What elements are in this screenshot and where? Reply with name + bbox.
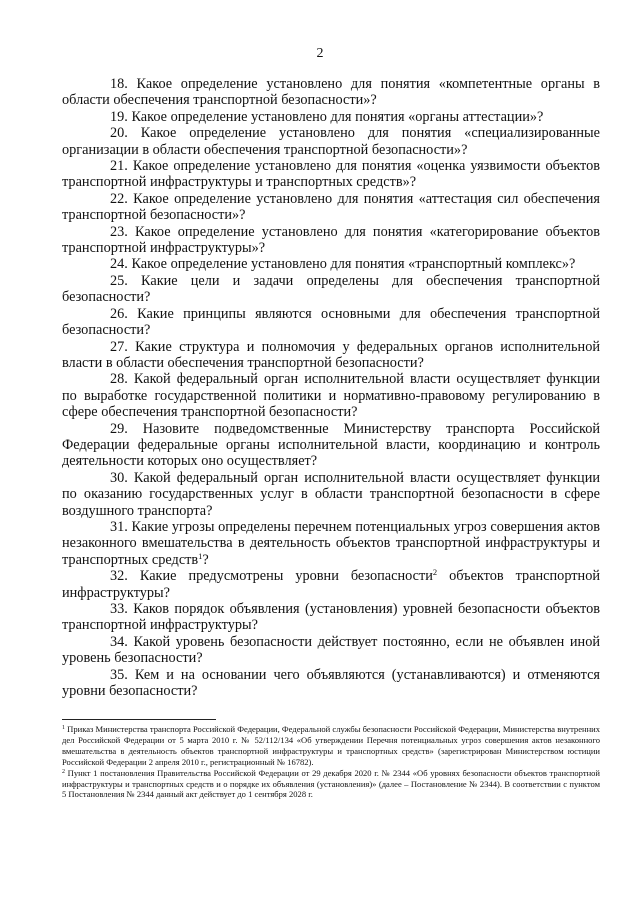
question-text: 20. Какое определение установлено для понятия «специализированные организации в области обеспечения транспортной безопасности»? bbox=[62, 125, 600, 158]
question-25 bbox=[62, 273, 600, 306]
question-text-end: объектов транспортной инфраструктуры? bbox=[62, 568, 600, 601]
question-text: 19. Какое определение установлено для понятия «органы аттестации»? bbox=[110, 108, 544, 125]
question-28 bbox=[62, 371, 600, 420]
question-29 bbox=[62, 421, 600, 470]
question-text: 26. Какие принципы являются основными для обеспечения транспортной безопасности? bbox=[62, 305, 600, 339]
question-26 bbox=[62, 306, 600, 339]
question-text: 32. Какие предусмотрены уровни безопасности bbox=[110, 568, 433, 585]
question-35 bbox=[62, 667, 600, 700]
question-32 bbox=[62, 568, 600, 601]
footnote-mark: 1 bbox=[62, 725, 65, 731]
footnote-text: Приказ Министерства транспорта Российской Федерации, Федеральной службы безопасности Российской Федерации, Министерства внутренних дел Российской Федерации от 5 марта 2010 г. № 52/112/134 «Об утверждении Перечня потенциальных угроз совершения актов незаконного вмешательства в деятельность объектов транспортной инфраструктуры и транспортных средств» (зарегистрирован Министерством юстиции Российской Федерации 2 апреля 2010 г., регистрационный № 16782). bbox=[62, 724, 600, 767]
question-22 bbox=[62, 191, 600, 224]
question-text: 18. Какое определение установлено для понятия «компетентные органы в области обеспечения транспортной безопасности»? bbox=[62, 76, 600, 109]
question-24 bbox=[62, 256, 600, 272]
footnote-reference: 2 bbox=[432, 567, 438, 578]
question-18 bbox=[62, 76, 600, 109]
question-text: 29. Назовите подведомственные Министерству транспорта Российской Федерации федеральные органы исполнительной власти, координацию и контроль деятельности которых оно осуществляет? bbox=[62, 420, 600, 470]
question-list bbox=[62, 76, 600, 699]
footnote-2 bbox=[62, 768, 600, 801]
question-text: 33. Каков порядок объявления (установления) уровней безопасности объектов транспортной инфраструктуры? bbox=[62, 601, 600, 634]
question-34 bbox=[62, 634, 600, 667]
question-text: 22. Какое определение установлено для понятия «аттестация сил обеспечения транспортной безопасности»? bbox=[62, 190, 600, 224]
page-number: 2 bbox=[316, 46, 324, 61]
question-text: 27. Какие структура и полномочия у федеральных органов исполнительной власти в области обеспечения транспортной безопасности? bbox=[62, 338, 600, 371]
question-19 bbox=[62, 109, 600, 125]
question-text: 24. Какое определение установлено для понятия «транспортный комплекс»? bbox=[110, 256, 576, 273]
question-33 bbox=[62, 601, 600, 634]
footnote-reference: 1 bbox=[198, 550, 203, 561]
footnote-mark: 2 bbox=[62, 768, 65, 775]
question-text: 35. Кем и на основании чего объявляются (устанавливаются) и отменяются уровни безопасности? bbox=[62, 666, 600, 700]
question-text: 23. Какое определение установлено для понятия «категорирование объектов транспортной инфраструктуры»? bbox=[62, 223, 600, 257]
question-20 bbox=[62, 125, 600, 158]
footnotes bbox=[62, 724, 600, 800]
question-text: 25. Какие цели и задачи определены для обеспечения транспортной безопасности? bbox=[62, 272, 600, 306]
footnote-text: Пункт 1 постановления Правительства Российской Федерации от 29 декабря 2020 г. № 2344 «Об уровнях безопасности объектов транспортной инфраструктуры и транспортных средств и о порядке их объявления (установления)» (далее – Постановление № 2344). В соответствии с пунктом 5 Постановления № 2344 данный акт действует до 1 сентября 2028 г. bbox=[62, 767, 600, 800]
question-text: 21. Какое определение установлено для понятия «оценка уязвимости объектов транспортной инфраструктуры и транспортных средств»? bbox=[62, 158, 600, 191]
question-31 bbox=[62, 519, 600, 568]
question-text: 31. Какие угрозы определены перечнем потенциальных угроз совершения актов незаконного вмешательства в деятельность объектов транспортной инфраструктуры и транспортных средств bbox=[62, 518, 600, 568]
question-30 bbox=[62, 470, 600, 519]
footnote-separator bbox=[62, 719, 216, 720]
question-21 bbox=[62, 158, 600, 191]
question-23 bbox=[62, 224, 600, 257]
question-text: 30. Какой федеральный орган исполнительной власти осуществляет функции по оказанию государственных услуг в области транспортной безопасности в сфере воздушного транспорта? bbox=[62, 469, 600, 519]
question-27 bbox=[62, 339, 600, 372]
footnote-1 bbox=[62, 724, 600, 768]
question-text: 28. Какой федеральный орган исполнительной власти осуществляет функции по выработке государственной политики и нормативно-правовому регулированию в сфере обеспечения транспортной безопасности? bbox=[62, 371, 600, 421]
question-text: 34. Какой уровень безопасности действует постоянно, если не объявлен иной уровень безопасности? bbox=[62, 633, 600, 667]
question-text-end: ? bbox=[202, 551, 209, 568]
